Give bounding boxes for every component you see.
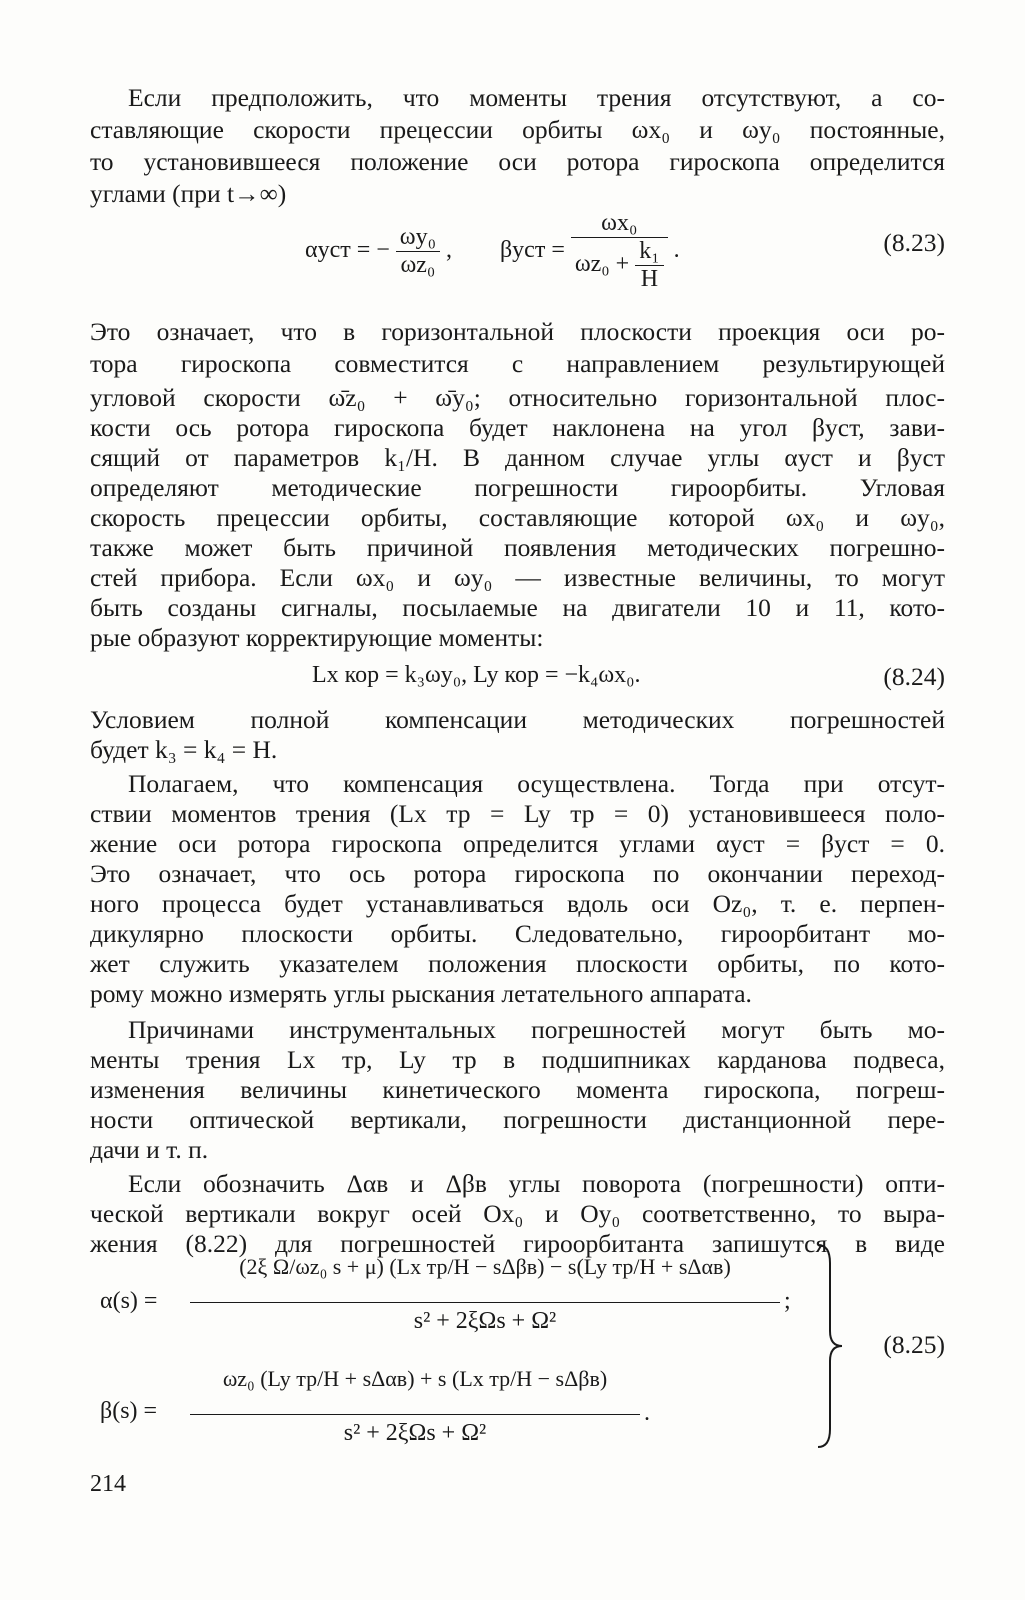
- text-line: жет служить указателем положения плоскости орбиты, по кото-: [90, 949, 945, 978]
- text-line: углами (при t→∞): [90, 179, 287, 208]
- text-line: жение оси ротора гироскопа определится углами αуст = βуст = 0.: [90, 829, 945, 858]
- fraction-denominator: [571, 238, 668, 293]
- k1-over-h-fraction: [635, 238, 663, 293]
- text-line: дачи и т. п.: [90, 1135, 209, 1164]
- text-line: тора гироскопа совместится с направлением результирующей: [90, 349, 945, 378]
- text-line: ствии моментов трения (Lx тр = Ly тр = 0) установившееся поло-: [90, 799, 945, 828]
- text-line: жения (8.22) для погрешностей гироорбитанта запишутся в виде: [90, 1229, 945, 1258]
- denominator-term: ωz₀ +: [574, 251, 630, 278]
- equation-label: (8.25): [883, 1330, 945, 1359]
- beta-s-fraction-bar: [190, 1414, 640, 1415]
- text-line: ного процесса будет устанавливаться вдоль оси Oz₀, т. е. перпен-: [90, 889, 945, 918]
- fraction-numerator: k₁: [639, 238, 660, 264]
- text-line: изменения величины кинетического момента гироскопа, погреш-: [90, 1075, 945, 1104]
- equation-label: (8.23): [883, 228, 945, 257]
- text-line: определяют методические погрешности гироорбиты. Угловая: [90, 473, 945, 502]
- alpha-ust-lhs: αуст = −: [305, 237, 390, 264]
- beta-ust-fraction: [571, 210, 668, 293]
- text-line: Это означает, что в горизонтальной плоскости проекция оси ро-: [90, 317, 945, 346]
- fraction-numerator: ωy₀: [399, 224, 436, 250]
- text-line: быть созданы сигналы, посылаемые на двигатели 10 и 11, кото-: [90, 593, 945, 622]
- fraction-denominator: H: [640, 266, 659, 292]
- text-line: Условием полной компенсации методических погрешностей: [90, 705, 945, 734]
- text-line: также может быть причиной появления методических погрешно-: [90, 533, 945, 562]
- page-number: 214: [90, 1471, 126, 1497]
- right-brace: [810, 1243, 850, 1449]
- equation-separator: ,: [445, 237, 452, 264]
- text-line: ности оптической вертикали, погрешности дистанционной пере-: [90, 1105, 945, 1134]
- text-line: кости ось ротора гироскопа будет наклонена на угол βуст, зави-: [90, 413, 945, 442]
- text-line: рому можно измерять углы рыскания летательного аппарата.: [90, 979, 752, 1008]
- text-line: будет k₃ = k₄ = H.: [90, 735, 278, 764]
- equation-8-23: [305, 210, 680, 293]
- equation-end: .: [673, 237, 680, 264]
- text-line: рые образуют корректирующие моменты:: [90, 623, 544, 652]
- fraction-numerator: ωx₀: [601, 210, 638, 236]
- beta-ust-lhs: βуст =: [499, 237, 565, 264]
- equation-8-24: Lx кор = k₃ωy₀, Ly кор = −k₄ωx₀.: [312, 662, 641, 688]
- alpha-s-end: ;: [784, 1288, 791, 1314]
- text-line: стей прибора. Если ωx₀ и ωy₀ — известные величины, то могут: [90, 563, 945, 592]
- fraction-denominator: ωz₀: [400, 252, 436, 278]
- beta-s-lhs: β(s) =: [100, 1398, 158, 1424]
- text-line: то установившееся положение оси ротора гироскопа определится: [90, 147, 945, 176]
- text-line: Если обозначить Δαв и Δβв углы поворота (погрешности) опти-: [128, 1169, 945, 1198]
- beta-s-numerator: ωz₀ (Ly тр/H + sΔαв) + s (Lx тр/H − sΔβв): [222, 1366, 608, 1391]
- beta-s-end: .: [644, 1400, 650, 1426]
- text-line: Причинами инструментальных погрешностей могут быть мо-: [128, 1015, 945, 1044]
- text-line: сящий от параметров k₁/H. В данном случае углы αуст и βуст: [90, 443, 945, 472]
- text-line: дикулярно плоскости орбиты. Следовательно, гироорбитант мо-: [90, 919, 945, 948]
- text-line: угловой скорости ω̄z₀ + ω̄y₀; относительно горизонтальной плос-: [90, 383, 945, 412]
- beta-s-denominator: s² + 2ξΩs + Ω²: [343, 1420, 487, 1446]
- text-line: скорость прецессии орбиты, составляющие которой ωx₀ и ωy₀,: [90, 503, 945, 532]
- text-line: ческой вертикали вокруг осей Ox₀ и Oy₀ соответственно, то выра-: [90, 1199, 945, 1228]
- equation-label: (8.24): [883, 662, 945, 691]
- alpha-s-denominator: s² + 2ξΩs + Ω²: [413, 1308, 557, 1334]
- text-line: Если предположить, что моменты трения отсутствуют, а со-: [128, 83, 945, 112]
- text-line: Это означает, что ось ротора гироскопа по окончании переход-: [90, 859, 945, 888]
- alpha-s-numerator: (2ξ Ω/ωz₀ s + μ) (Lx тр/H − sΔβв) − s(Ly тр/H + sΔαв): [239, 1254, 731, 1279]
- text-line: Полагаем, что компенсация осуществлена. Тогда при отсут-: [128, 769, 945, 798]
- alpha-s-fraction-bar: [190, 1302, 780, 1303]
- alpha-s-lhs: α(s) =: [100, 1288, 158, 1314]
- text-line: менты трения Lx тр, Ly тр в подшипниках карданова подвеса,: [90, 1045, 945, 1074]
- text-line: ставляющие скорости прецессии орбиты ωx₀ и ωy₀ постоянные,: [90, 115, 945, 144]
- alpha-ust-fraction: [396, 224, 440, 279]
